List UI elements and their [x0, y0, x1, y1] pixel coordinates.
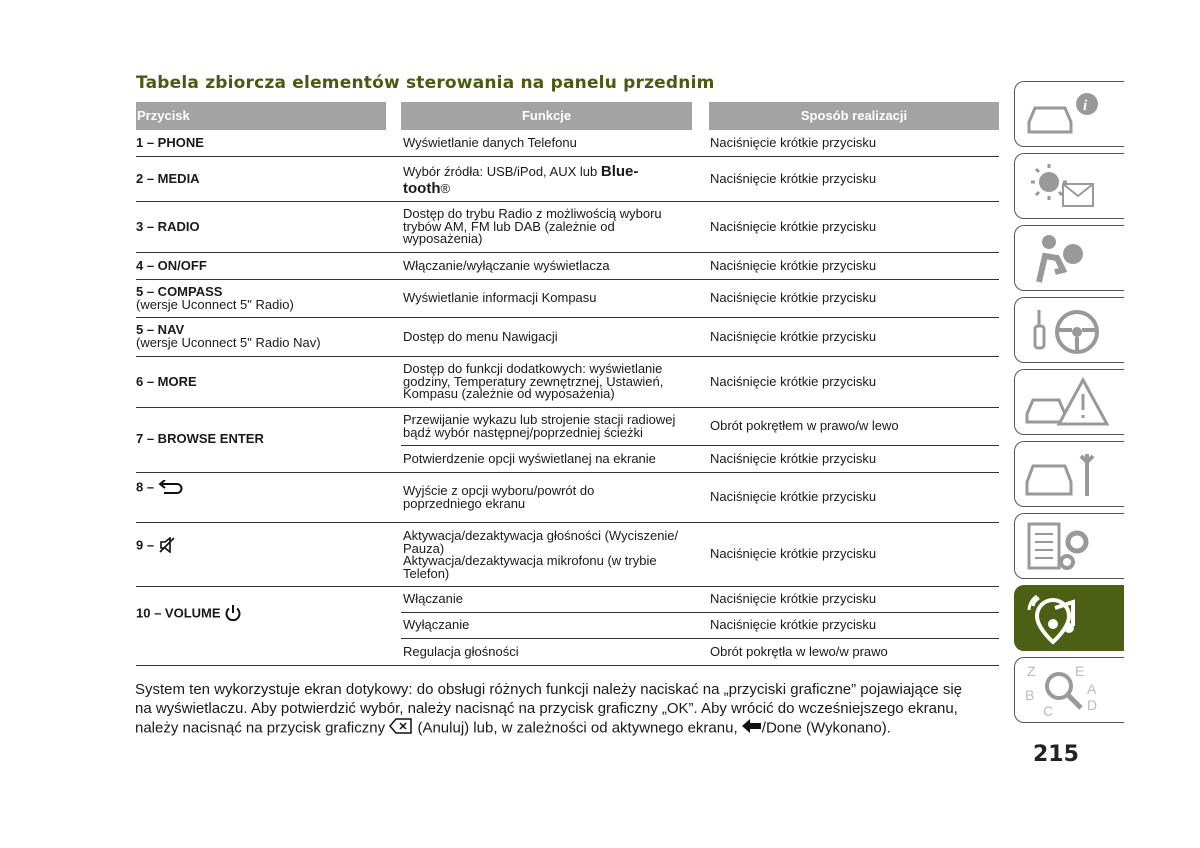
- sidebar-tab-lights[interactable]: [1014, 153, 1124, 219]
- method-media: Naciśnięcie krótkie przycisku: [710, 171, 877, 186]
- mute-icon: [158, 537, 176, 556]
- row-divider: [136, 407, 999, 408]
- sidebar-tab-multimedia[interactable]: [1014, 585, 1124, 651]
- svg-text:i: i: [1083, 98, 1088, 114]
- function-mute-l1: Aktywacja/dezaktywacja głośności (Wyciszenie/: [403, 528, 679, 543]
- header-function: Funkcje: [401, 102, 692, 130]
- function-radio-l3: wyposażenia): [403, 231, 483, 246]
- method-browse-b: Naciśnięcie krótkie przycisku: [710, 451, 877, 466]
- function-radio-l1: Dostęp do trybu Radio z możliwością wyboru: [403, 206, 662, 221]
- sidebar-tab-index[interactable]: [1014, 657, 1124, 723]
- function-browse-a: [403, 414, 693, 439]
- button-radio: 3 – RADIO: [136, 219, 200, 234]
- button-more: 6 – MORE: [136, 374, 197, 389]
- function-phone: Wyświetlanie danych Telefonu: [403, 135, 577, 150]
- paragraph-line3: [135, 718, 995, 739]
- svg-text:C: C: [1043, 703, 1054, 719]
- function-mute-l2: Pauza): [403, 540, 445, 556]
- button-mute: [136, 537, 394, 556]
- row-divider: [136, 201, 999, 202]
- button-mute-label: 9 –: [136, 537, 155, 553]
- row-divider: [136, 252, 999, 253]
- header-method: Sposób realizacji: [709, 102, 999, 130]
- method-onoff: Naciśnięcie krótkie przycisku: [710, 258, 877, 273]
- method-phone: Naciśnięcie krótkie przycisku: [710, 135, 877, 150]
- car-warning-icon: [1015, 370, 1123, 434]
- light-mail-icon: [1015, 154, 1123, 218]
- function-browse-b: Potwierdzenie opcji wyświetlanej na ekranie: [403, 451, 656, 466]
- car-info-icon: [1015, 82, 1123, 146]
- paragraph-line3-b: (Anuluj) lub, w zależności od aktywnego ekranu,: [417, 719, 738, 737]
- sidebar-tab-driving[interactable]: [1014, 297, 1124, 363]
- page-title: Tabela zbiorcza elementów sterowania na panelu przednim: [136, 73, 715, 93]
- function-radio-l2: trybów AM, FM lub DAB (zależnie od: [403, 218, 615, 234]
- svg-text:B: B: [1025, 687, 1035, 703]
- row-divider: [401, 445, 999, 446]
- paragraph-line2: na wyświetlaczu. Aby potwierdzić wybór, należy nacisnąć na przycisk graficzny „OK”. Aby wrócić do wcześniejszego ekranu,: [135, 700, 958, 717]
- button-phone: 1 – PHONE: [136, 135, 204, 150]
- sidebar-tab-specs[interactable]: [1014, 513, 1124, 579]
- sidebar-tab-emergency[interactable]: [1014, 369, 1124, 435]
- svg-text:A: A: [1087, 681, 1097, 697]
- svg-text:Z: Z: [1027, 663, 1036, 679]
- function-more-l3: Kompasu (zależnie od wyposażenia): [403, 386, 615, 401]
- function-back-l1: Wyjście z opcji wyboru/powrót do: [403, 483, 595, 498]
- power-icon: [224, 604, 242, 625]
- function-media: [403, 163, 693, 197]
- function-browse-a-l1: Przewijanie wykazu lub strojenie stacji radiowej: [403, 412, 676, 427]
- svg-text:D: D: [1087, 697, 1098, 713]
- header-button: Przycisk: [136, 102, 386, 130]
- button-back: [136, 480, 394, 497]
- row-divider: [401, 638, 999, 639]
- paragraph-line1: System ten wykorzystuje ekran dotykowy: do obsługi różnych funkcji należy naciskać na „przyciski graficzne” pojawiające się: [135, 681, 963, 698]
- button-onoff: 4 – ON/OFF: [136, 258, 207, 273]
- paragraph-line3-c: /Done (Wykonano).: [761, 719, 891, 737]
- function-media-bold2: tooth: [403, 180, 441, 197]
- function-onoff: Włączanie/wyłączanie wyświetlacza: [403, 258, 610, 273]
- cancel-backspace-icon: [389, 718, 413, 739]
- body-paragraph: [135, 680, 995, 739]
- button-volume-label: 10 – VOLUME: [136, 605, 221, 621]
- row-divider: [136, 156, 999, 157]
- car-tools-icon: [1015, 442, 1123, 506]
- method-compass: Naciśnięcie krótkie przycisku: [710, 290, 877, 305]
- function-media-bold1: Blue-: [600, 163, 639, 180]
- function-more-l2: godziny, Temperatury zewnętrznej, Ustawień,: [403, 373, 664, 389]
- function-mute-l4: Telefon): [403, 565, 450, 581]
- method-volume-c: Obrót pokrętła w lewo/w prawo: [710, 644, 888, 659]
- key-steering-icon: [1015, 298, 1123, 362]
- row-divider: [401, 612, 999, 613]
- row-divider: [136, 279, 999, 280]
- button-browse: 7 – BROWSE ENTER: [136, 431, 264, 446]
- button-media: 2 – MEDIA: [136, 171, 200, 186]
- button-compass-label: 5 – COMPASS: [136, 284, 223, 299]
- function-nav: Dostęp do menu Nawigacji: [403, 329, 558, 344]
- button-nav: [136, 324, 394, 349]
- button-nav-label: 5 – NAV: [136, 322, 185, 337]
- method-more: Naciśnięcie krótkie przycisku: [710, 374, 877, 389]
- page-number: 215: [1033, 742, 1079, 767]
- button-compass-note: (wersje Uconnect 5" Radio): [136, 296, 294, 312]
- button-nav-note: (wersje Uconnect 5" Radio Nav): [136, 334, 321, 350]
- row-divider: [136, 472, 999, 473]
- method-mute: Naciśnięcie krótkie przycisku: [710, 546, 877, 561]
- function-radio: [403, 208, 693, 246]
- paragraph-line3-a: należy nacisnąć na przycisk graficzny: [135, 719, 386, 737]
- function-media-text: Wybór źródła: USB/iPod, AUX lub: [403, 164, 598, 179]
- airbag-person-icon: [1015, 226, 1123, 290]
- method-radio: Naciśnięcie krótkie przycisku: [710, 219, 877, 234]
- sidebar-tab-safety[interactable]: [1014, 225, 1124, 291]
- function-more-l1: Dostęp do funkcji dodatkowych: wyświetlanie: [403, 361, 663, 376]
- svg-text:E: E: [1075, 663, 1085, 679]
- button-volume: [136, 604, 394, 625]
- method-nav: Naciśnięcie krótkie przycisku: [710, 329, 877, 344]
- list-gear-icon: [1015, 514, 1123, 578]
- function-volume-b: Wyłączanie: [403, 617, 470, 632]
- function-volume-c: Regulacja głośności: [403, 644, 519, 659]
- method-browse-a: Obrót pokrętłem w prawo/w lewo: [710, 418, 899, 433]
- row-divider: [136, 317, 999, 318]
- row-divider: [136, 665, 999, 666]
- row-divider: [136, 522, 999, 523]
- multimedia-icon: [1015, 586, 1123, 650]
- sidebar-tab-car-info[interactable]: [1014, 81, 1124, 147]
- sidebar-tab-maintenance[interactable]: [1014, 441, 1124, 507]
- function-volume-a: Włączanie: [403, 591, 463, 606]
- row-divider: [136, 586, 999, 587]
- method-back: Naciśnięcie krótkie przycisku: [710, 489, 877, 504]
- method-volume-a: Naciśnięcie krótkie przycisku: [710, 591, 877, 606]
- function-back-l2: poprzedniego ekranu: [403, 495, 526, 511]
- function-compass: Wyświetlanie informacji Kompasu: [403, 290, 597, 305]
- done-arrow-icon: [742, 719, 762, 738]
- button-compass: [136, 286, 394, 311]
- function-mute-l3: Aktywacja/dezaktywacja mikrofonu (w trybie: [403, 553, 657, 568]
- method-volume-b: Naciśnięcie krótkie przycisku: [710, 617, 877, 632]
- row-divider: [136, 356, 999, 357]
- function-mute: [403, 530, 693, 580]
- button-back-label: 8 –: [136, 479, 155, 495]
- function-browse-a-l2: bądź wybór następnej/poprzedniej ścieżki: [403, 424, 643, 440]
- function-media-reg: ®: [440, 181, 451, 196]
- function-back: [403, 485, 693, 510]
- back-arrow-icon: [158, 480, 184, 497]
- alphabet-search-icon: [1015, 658, 1123, 722]
- function-more: [403, 363, 693, 401]
